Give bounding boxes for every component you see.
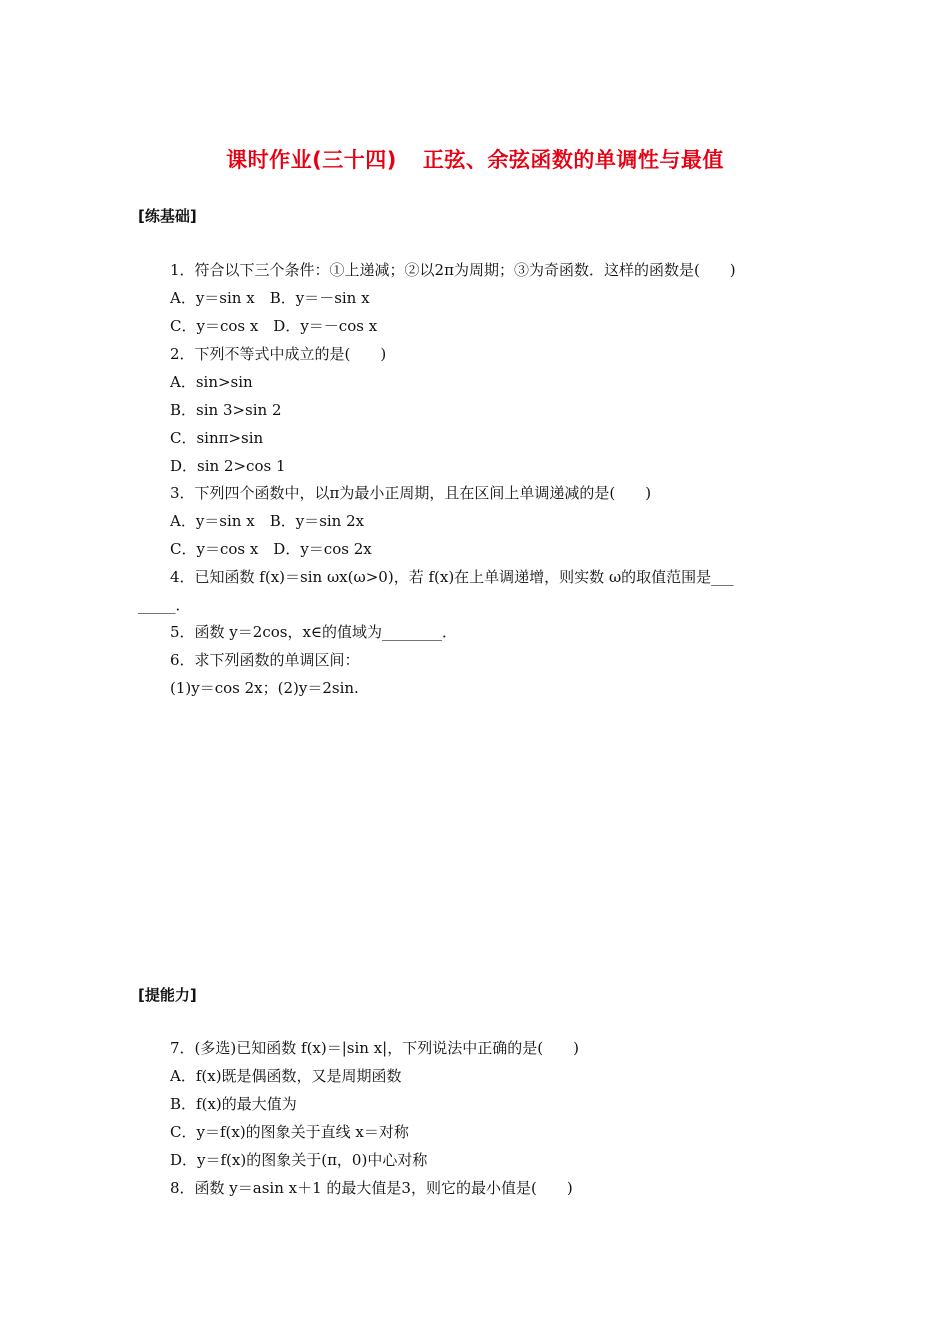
q8-stem: 8．函数 y＝asin x＋1 的最大值是3，则它的最小值是( ) xyxy=(170,1179,573,1197)
page-title xyxy=(0,144,950,174)
q6-parts: (1)y＝cos 2x；(2)y＝2sin. xyxy=(170,679,359,697)
q3-stem: 3．下列四个函数中，以π为最小正周期，且在区间上单调递减的是( ) xyxy=(170,484,652,502)
q2-stem: 2．下列不等式中成立的是( ) xyxy=(170,345,387,363)
q2-option-b: B．sin 3>sin 2 xyxy=(170,401,282,419)
q2-option-c: C．sinπ>sin xyxy=(170,429,264,447)
q2-option-d: D．sin 2>cos 1 xyxy=(170,457,286,475)
q1-options-cd: C．y＝cos x D．y＝－cos x xyxy=(170,317,378,335)
q4-stem-continued: _____． xyxy=(138,596,191,614)
q4-stem: 4．已知函数 f(x)＝sin ωx(ω>0)，若 f(x)在上单调递增，则实数 ω的取值范围是___ xyxy=(170,568,734,586)
q1-options-ab: A．y＝sin x B．y＝－sin x xyxy=(170,289,370,307)
q3-options-ab: A．y＝sin x B．y＝sin 2x xyxy=(170,512,365,530)
q7-option-a: A．f(x)既是偶函数，又是周期函数 xyxy=(170,1067,402,1085)
q3-options-cd: C．y＝cos x D．y＝cos 2x xyxy=(170,540,372,558)
section-advanced-heading: [提能力] xyxy=(138,986,197,1004)
q1-stem: 1．符合以下三个条件：①上递减；②以2π为周期；③为奇函数．这样的函数是( ) xyxy=(170,261,736,279)
q2-option-a: A．sin>sin xyxy=(170,373,253,391)
q5-stem: 5．函数 y＝2cos，x∈的值域为________． xyxy=(170,623,458,641)
q7-option-d: D．y＝f(x)的图象关于(π，0)中心对称 xyxy=(170,1151,428,1169)
section-basic-heading: [练基础] xyxy=(138,207,197,225)
q7-stem: 7．(多选)已知函数 f(x)＝|sin x|，下列说法中正确的是( ) xyxy=(170,1039,579,1057)
title-part2: 正弦、余弦函数的单调性与最值 xyxy=(422,148,724,172)
q7-option-b: B．f(x)的最大值为 xyxy=(170,1095,297,1113)
q6-stem: 6．求下列函数的单调区间： xyxy=(170,651,360,669)
title-part1: 课时作业(三十四) xyxy=(226,148,397,172)
q7-option-c: C．y＝f(x)的图象关于直线 x＝对称 xyxy=(170,1123,409,1141)
